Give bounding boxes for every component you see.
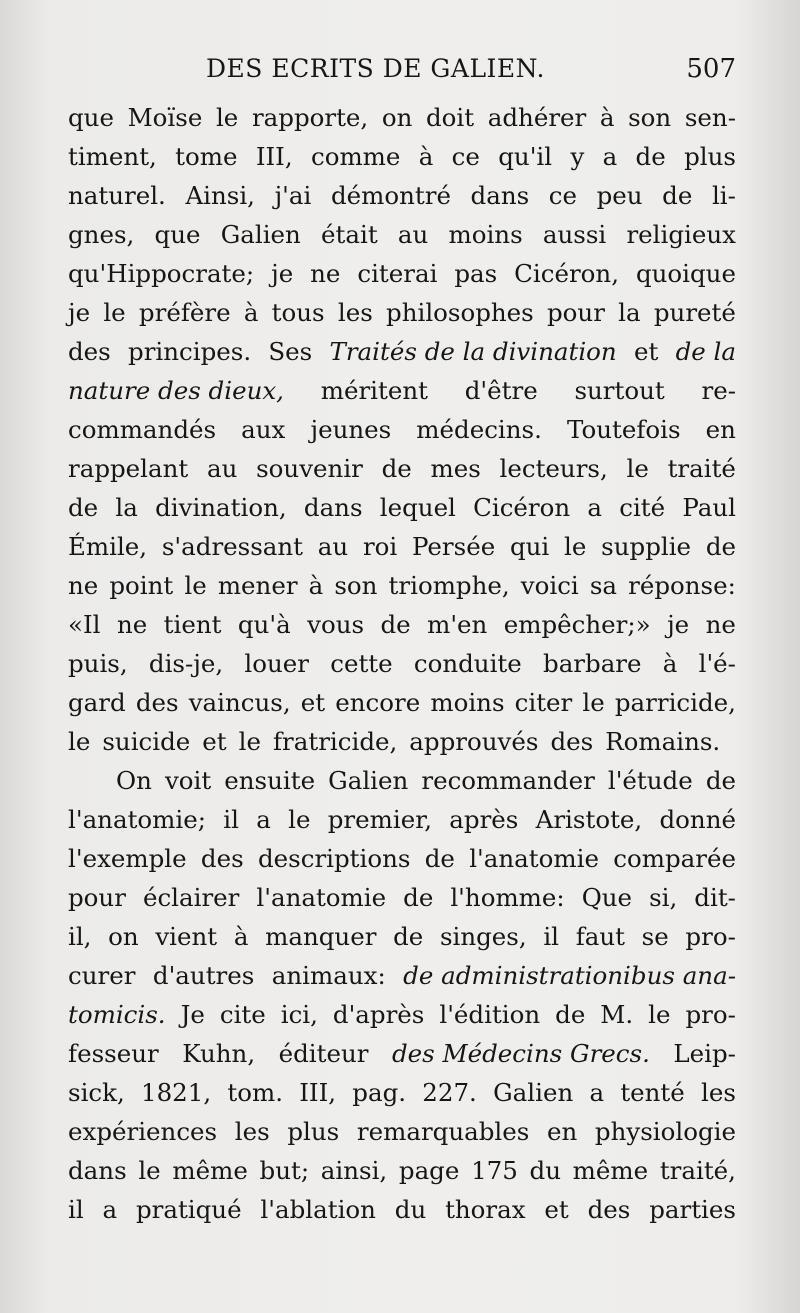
page-number: 507 [686,54,736,84]
body-text [68,98,736,1229]
text-line: sick, 1821, tom. III, pag. 227. Galien a tenté les [68,1078,736,1107]
text-line: dans le même but; ainsi, page 175 du même traité, [68,1156,736,1185]
text-line: rappelant au souvenir de mes lecteurs, le traité [68,454,736,483]
text-line: Émile, s'adressant au roi Persée qui le supplie de [68,532,736,561]
text-line: On voit ensuite Galien recommander l'étude de [116,766,736,795]
text-line: «Il ne tient qu'à vous de m'en empêcher;» je ne [68,610,736,639]
running-title: DES ECRITS DE GALIEN. [206,54,545,83]
text-line: gnes, que Galien était au moins aussi religieux [68,220,736,249]
text-line: qu'Hippocrate; je ne citerai pas Cicéron, quoique [68,259,736,288]
text-line: nature des dieux, méritent d'être surtout re- [68,376,736,405]
text-line: il, on vient à manquer de singes, il faut se pro- [68,922,736,951]
text-line: commandés aux jeunes médecins. Toutefois en [68,415,736,444]
text-line: l'anatomie; il a le premier, après Aristote, donné [68,805,736,834]
text-line: je le préfère à tous les philosophes pour la pureté [68,298,736,327]
text-line: timent, tome III, comme à ce qu'il y a de plus [68,142,736,171]
text-line: curer d'autres animaux: de administrationibus ana- [68,961,736,990]
text-line: puis, dis-je, louer cette conduite barbare à l'é- [68,649,736,678]
text-line: des principes. Ses Traités de la divination et de la [68,337,736,366]
text-line: tomicis. Je cite ici, d'après l'édition de M. le pro- [68,1000,736,1029]
text-line: naturel. Ainsi, j'ai démontré dans ce peu de li- [68,181,736,210]
text-line: que Moïse le rapporte, on doit adhérer à son sen- [68,103,736,132]
text-line: l'exemple des descriptions de l'anatomie comparée [68,844,736,873]
text-line: le suicide et le fratricide, approuvés des Romains. [68,727,721,756]
text-line: de la divination, dans lequel Cicéron a cité Paul [68,493,736,522]
running-head [66,54,738,94]
text-line: gard des vaincus, et encore moins citer le parricide, [68,688,736,717]
text-line: expériences les plus remarquables en physiologie [68,1117,736,1146]
text-line: fesseur Kuhn, éditeur des Médecins Grecs. Leip- [68,1039,736,1068]
text-line: ne point le mener à son triomphe, voici sa réponse: [68,571,736,600]
text-line: pour éclairer l'anatomie de l'homme: Que si, dit- [68,883,736,912]
text-line: il a pratiqué l'ablation du thorax et des parties [68,1195,736,1224]
